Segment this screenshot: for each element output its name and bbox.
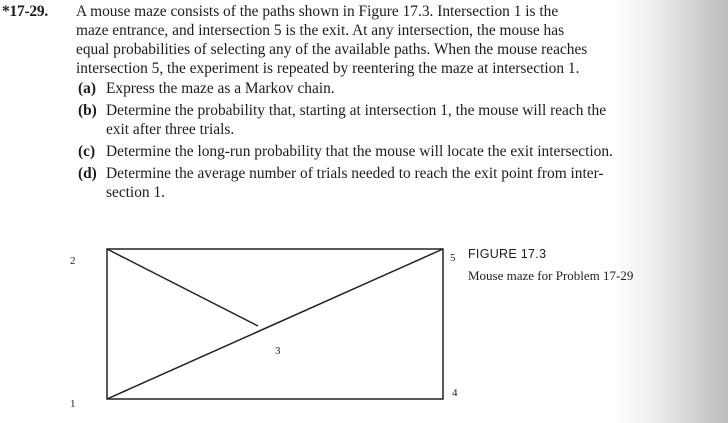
part-text: exit after three trials. (106, 121, 235, 138)
intro-line: maze entrance, and intersection 5 is the exit. At any intersection, the mouse has (76, 22, 565, 39)
figure-caption: Mouse maze for Problem 17-29 (468, 268, 634, 283)
intro-line: intersection 5, the experiment is repeated by reentering the maze at intersection 1. (76, 60, 580, 77)
part-text: Determine the probability that, starting at intersection 1, the mouse will reach the (106, 102, 607, 119)
intro-line: A mouse maze consists of the paths shown in Figure 17.3. Intersection 1 is the (76, 3, 559, 20)
node-label-4: 4 (452, 387, 458, 399)
figure-title: FIGURE 17.3 (468, 247, 547, 261)
part-label: (a) (78, 80, 96, 97)
intro-line: equal probabilities of selecting any of the available paths. When the mouse reaches (76, 41, 588, 58)
part-text: section 1. (106, 184, 165, 201)
part-text: Express the maze as a Markov chain. (106, 80, 335, 97)
part-label: (d) (78, 165, 97, 182)
part-label: (c) (78, 143, 96, 160)
node-label-1: 1 (70, 398, 76, 410)
node-label-2: 2 (70, 255, 76, 267)
part-text: Determine the long-run probability that the mouse will locate the exit intersection. (106, 143, 613, 160)
part-text: Determine the average number of trials needed to reach the exit point from inter- (106, 165, 604, 182)
node-label-3: 3 (275, 345, 281, 357)
maze-path-1-5 (107, 249, 443, 399)
node-label-5: 5 (450, 252, 456, 264)
problem-number: *17-29. (2, 3, 49, 20)
maze-path-2-3 (107, 249, 258, 326)
part-label: (b) (78, 102, 97, 119)
